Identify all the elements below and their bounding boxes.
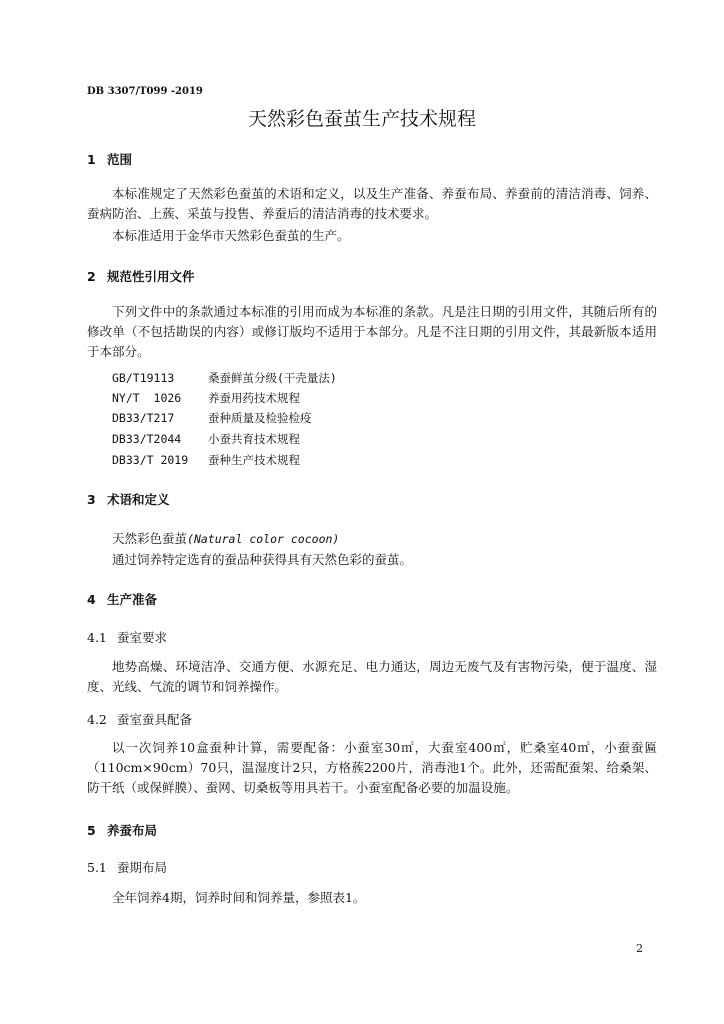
page-number: 2 [636,942,643,955]
subsection-5-1-paragraph: 全年饲养4期，饲养时间和饲养量，参照表1。 [112,890,366,905]
section-1-heading [87,150,132,168]
section-3-heading [87,490,170,508]
reference-name: 养蚕用药技术规程 [208,391,300,405]
subsection-4-1-paragraph: 地势高燥、环境洁净、交通方便、水源充足、电力通达，周边无废气及有害物污染，便于温度、湿度、光线、气流的调节和饲养操作。 [87,659,657,694]
reference-code: NY/T 1026 [112,391,182,405]
section-4-heading [87,590,157,608]
section-1-paragraph-2: 本标准适用于金华市天然彩色蚕茧的生产。 [112,228,350,243]
subsection-number: 4.2 [87,712,107,727]
subsection-4-2-heading [87,710,192,728]
term-chinese: 天然彩色蚕茧 [112,531,188,546]
reference-name: 桑蚕鲜茧分级(干壳量法) [208,371,337,385]
reference-code: DB33/T217 [112,411,175,425]
subsection-title: 蚕室要求 [117,630,168,645]
reference-item [112,370,337,386]
section-number: 3 [87,492,96,507]
reference-item [112,452,300,468]
term-english: (Natural color cocoon) [187,532,340,546]
section-title: 术语和定义 [107,492,170,507]
section-number: 4 [87,592,96,607]
reference-item [112,410,312,426]
section-title: 生产准备 [107,592,158,607]
term-definition: 通过饲养特定选育的蚕品种获得具有天然色彩的蚕茧。 [112,552,413,567]
document-code: DB 3307/T099 -2019 [87,86,203,97]
subsection-5-1-heading [87,858,167,876]
reference-code: DB33/T 2019 [112,453,189,467]
term-entry [112,529,339,547]
reference-name: 蚕种生产技术规程 [208,453,300,467]
section-2-paragraph-1: 下列文件中的条款通过本标准的引用而成为本标准的条款。凡是注日期的引用文件，其随后所有的修改单（不包括勘误的内容）或修订版均不适用于本部分。凡是不注日期的引用文件，其最新版本适用于本部分。 [87,304,657,359]
reference-name: 蚕种质量及检验检疫 [208,411,312,425]
section-title: 规范性引用文件 [107,269,195,284]
section-5-heading [87,821,157,839]
section-number: 1 [87,152,96,167]
section-2-heading [87,267,195,285]
section-number: 2 [87,269,96,284]
reference-code: GB/T19113 [112,371,175,385]
subsection-4-2-paragraph: 以一次饲养10盒蚕种计算，需要配备：小蚕室30㎡，大蚕室400㎡，贮桑室40㎡，小蚕蚕匾（110cm×90cm）70只，温湿度计2只，方格蔟2200片，消毒池1个。此外，还需配蚕架、给桑架、防干纸（或保鲜膜）、蚕网、切桑板等用具若干。小蚕室配备必要的加温设施。 [87,740,657,795]
reference-name: 小蚕共育技术规程 [208,432,300,446]
subsection-number: 4.1 [87,630,107,645]
section-title: 养蚕布局 [107,823,158,838]
document-title: 天然彩色蚕茧生产技术规程 [247,108,476,130]
subsection-title: 蚕期布局 [117,860,168,875]
subsection-4-1-heading [87,628,167,646]
subsection-number: 5.1 [87,860,107,875]
reference-item [112,390,300,406]
section-1-paragraph-1: 本标准规定了天然彩色蚕茧的术语和定义，以及生产准备、养蚕布局、养蚕前的清洁消毒、饲养、蚕病防治、上蔟、采茧与投售、养蚕后的清洁消毒的技术要求。 [87,186,657,221]
section-number: 5 [87,823,96,838]
section-title: 范围 [107,152,133,167]
reference-item [112,431,300,447]
subsection-title: 蚕室蚕具配备 [117,712,193,727]
reference-code: DB33/T2044 [112,432,182,446]
